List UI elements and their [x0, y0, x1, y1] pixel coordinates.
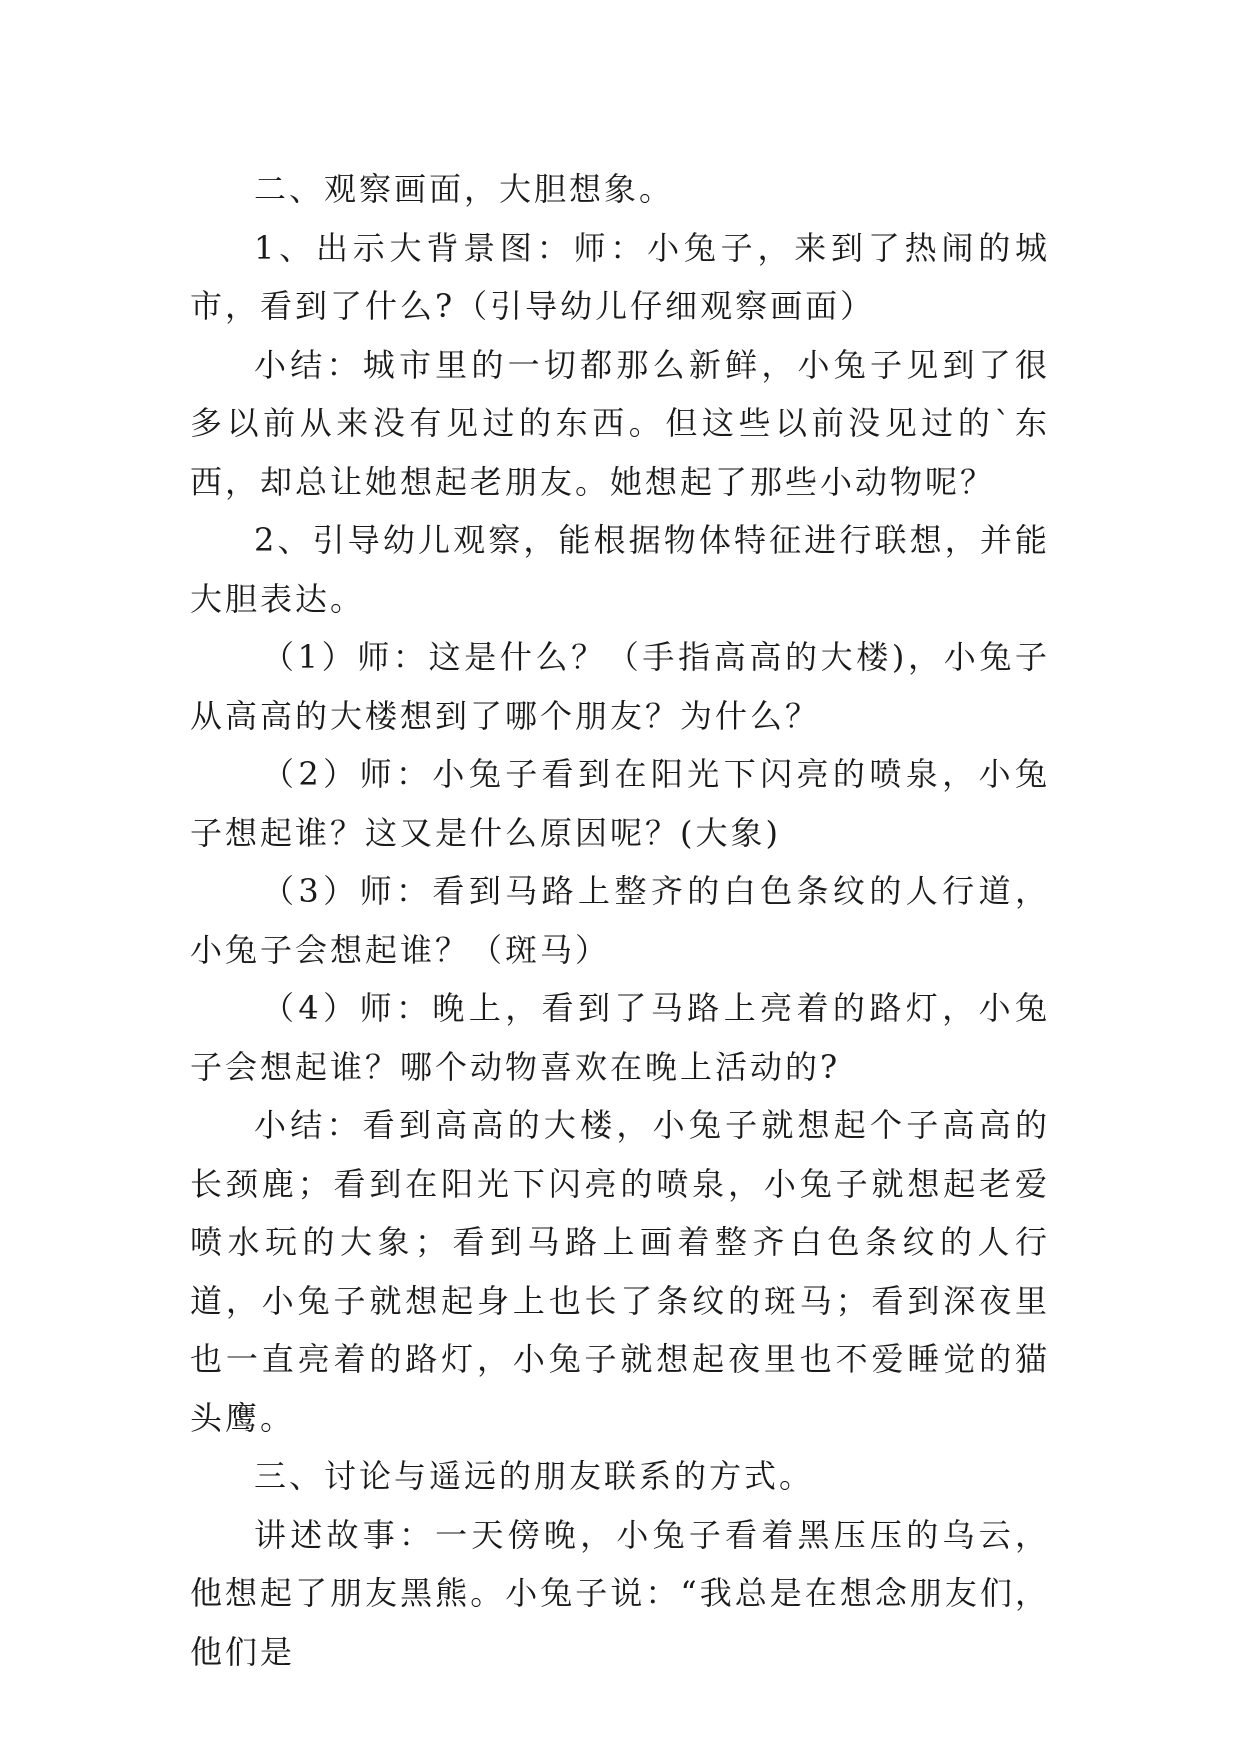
document-body	[190, 160, 1050, 1681]
section-heading-observe: 二、观察画面，大胆想象。	[254, 170, 675, 208]
paragraph-summary-2: 小结：看到高高的大楼，小兔子就想起个子高高的长颈鹿；看到在阳光下闪亮的喷泉，小兔子就想起老爱喷水玩的大象；看到马路上画着整齐白色条纹的人行道，小兔子就想起身上也长了条纹的斑马；看到深夜里也一直亮着的路灯，小兔子就想起夜里也不爱睡觉的猫头鹰。	[190, 1106, 1050, 1437]
paragraph-story: 讲述故事：一天傍晚，小兔子看着黑压压的乌云，他想起了朋友黑熊。小兔子说：“我总是在想念朋友们，他们是	[190, 1515, 1050, 1671]
paragraph-question-2: （2）师：小兔子看到在阳光下闪亮的喷泉，小兔子想起谁？这又是什么原因呢？(大象)	[190, 755, 1050, 852]
paragraph-question-3: （3）师：看到马路上整齐的白色条纹的人行道，小兔子会想起谁？（斑马）	[190, 872, 1050, 969]
section-heading-discuss: 三、讨论与遥远的朋友联系的方式。	[254, 1457, 815, 1495]
paragraph-step-1: 1、出示大背景图：师：小兔子，来到了热闹的城市，看到了什么?（引导幼儿仔细观察画面）	[190, 228, 1050, 325]
paragraph-question-4: （4）师：晚上，看到了马路上亮着的路灯，小兔子会想起谁？哪个动物喜欢在晚上活动的?	[190, 989, 1050, 1086]
paragraph-summary-1: 小结：城市里的一切都那么新鲜，小兔子见到了很多以前从来没有见过的东西。但这些以前没见过的`东西，却总让她想起老朋友。她想起了那些小动物呢？	[190, 345, 1050, 501]
paragraph-step-2: 2、引导幼儿观察，能根据物体特征进行联想，并能大胆表达。	[190, 521, 1050, 618]
paragraph-question-1: （1）师：这是什么？（手指高高的大楼)，小兔子从高高的大楼想到了哪个朋友？为什么？	[190, 638, 1050, 735]
